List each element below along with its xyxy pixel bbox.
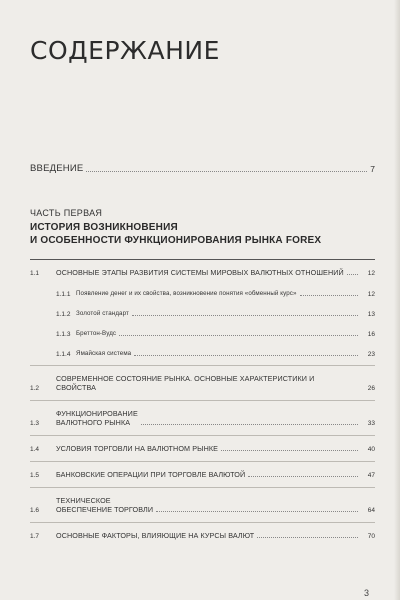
- toc-entry-1-4[interactable]: [30, 444, 375, 453]
- toc-entry-1-1[interactable]: [30, 268, 375, 277]
- dot-leader: [86, 170, 367, 172]
- section-number: 1.4: [30, 446, 40, 453]
- part-title-line-1: ИСТОРИЯ ВОЗНИКНОВЕНИЯ: [30, 222, 178, 233]
- page-number: 33: [367, 420, 375, 427]
- page-number: 23: [367, 351, 375, 358]
- page-number: 47: [367, 472, 375, 479]
- section-title: БАНКОВСКИЕ ОПЕРАЦИИ ПРИ ТОРГОВЛЕ ВАЛЮТОЙ: [56, 470, 246, 479]
- page-number: 26: [367, 385, 375, 392]
- toc-entry-introduction[interactable]: [30, 163, 375, 174]
- part-label: ЧАСТЬ ПЕРВАЯ: [30, 208, 103, 218]
- dot-leader: [300, 294, 358, 296]
- entry-divider: [30, 365, 375, 366]
- section-number: 1.3: [30, 420, 40, 427]
- folio-page-number: 3: [364, 588, 370, 598]
- dot-leader: [141, 423, 358, 425]
- dot-leader: [156, 510, 358, 512]
- section-title: [56, 409, 138, 427]
- section-number: 1.6: [30, 507, 40, 514]
- section-title-line-2: ВАЛЮТНОГО РЫНКА: [56, 418, 131, 427]
- part-title: [30, 221, 370, 247]
- section-title: Бреттон-Вудс: [76, 330, 117, 337]
- page-title: СОДЕРЖАНИЕ: [30, 36, 220, 65]
- section-number: 1.1.3: [56, 331, 71, 338]
- entry-divider: [30, 435, 375, 436]
- section-title-line-1: ФУНКЦИОНИРОВАНИЕ: [56, 409, 138, 418]
- toc-list: [30, 268, 375, 552]
- page-number: 64: [367, 507, 375, 514]
- dot-leader: [134, 354, 358, 356]
- toc-entry-1-3[interactable]: [30, 409, 375, 427]
- page-number: 16: [367, 331, 375, 338]
- toc-entry-1-1-4[interactable]: [30, 349, 375, 358]
- toc-entry-1-1-3[interactable]: [30, 329, 375, 338]
- page-number: 13: [367, 311, 375, 318]
- page-number: 40: [367, 446, 375, 453]
- toc-entry-1-2[interactable]: [30, 374, 375, 392]
- section-number: 1.1.4: [56, 351, 71, 358]
- section-number: 1.1.2: [56, 311, 71, 318]
- entry-divider: [30, 522, 375, 523]
- dot-leader: [132, 314, 358, 316]
- section-number: 1.1: [30, 270, 40, 277]
- entry-divider: [30, 487, 375, 488]
- section-number: 1.2: [30, 385, 40, 392]
- section-title: ОСНОВНЫЕ ЭТАПЫ РАЗВИТИЯ СИСТЕМЫ МИРОВЫХ ВАЛЮТНЫХ ОТНОШЕНИЙ: [56, 268, 344, 277]
- page-edge-shadow: [394, 0, 400, 600]
- section-number: 1.7: [30, 533, 40, 540]
- dot-leader: [347, 273, 358, 275]
- entry-divider: [30, 400, 375, 401]
- dot-leader: [119, 334, 358, 336]
- intro-label: ВВЕДЕНИЕ: [30, 163, 84, 174]
- section-title: УСЛОВИЯ ТОРГОВЛИ НА ВАЛЮТНОМ РЫНКЕ: [56, 444, 219, 453]
- page-number: 12: [367, 291, 375, 298]
- page-number: 12: [367, 270, 375, 277]
- page-number: 70: [367, 533, 375, 540]
- section-number: 1.1.1: [56, 291, 71, 298]
- toc-entry-1-7[interactable]: [30, 531, 375, 540]
- section-title: ОСНОВНЫЕ ФАКТОРЫ, ВЛИЯЮЩИЕ НА КУРСЫ ВАЛЮТ: [56, 531, 255, 540]
- part-title-line-2: И ОСОБЕННОСТИ ФУНКЦИОНИРОВАНИЯ РЫНКА FOREX: [30, 235, 322, 246]
- dot-leader: [248, 475, 358, 477]
- part-divider: [30, 259, 375, 260]
- toc-entry-1-1-2[interactable]: [30, 309, 375, 318]
- section-title-line-2: ОБЕСПЕЧЕНИЕ ТОРГОВЛИ: [56, 505, 154, 514]
- toc-entry-1-6[interactable]: [30, 496, 375, 514]
- section-title-line-1: ТЕХНИЧЕСКОЕ: [56, 496, 111, 505]
- section-number: 1.5: [30, 472, 40, 479]
- intro-page-number: 7: [370, 164, 375, 174]
- dot-leader: [221, 449, 358, 451]
- section-title: Появление денег и их свойства, возникновение понятия «обменный курс»: [76, 290, 297, 297]
- dot-leader: [257, 536, 358, 538]
- section-title: [56, 496, 153, 514]
- section-title: СОВРЕМЕННОЕ СОСТОЯНИЕ РЫНКА. ОСНОВНЫЕ ХАРАКТЕРИСТИКИ И СВОЙСТВА: [56, 374, 315, 392]
- section-title: Золотой стандарт: [76, 310, 129, 317]
- toc-entry-1-5[interactable]: [30, 470, 375, 479]
- section-title: Ямайская система: [76, 350, 132, 357]
- toc-entry-1-1-1[interactable]: [30, 289, 375, 298]
- entry-divider: [30, 461, 375, 462]
